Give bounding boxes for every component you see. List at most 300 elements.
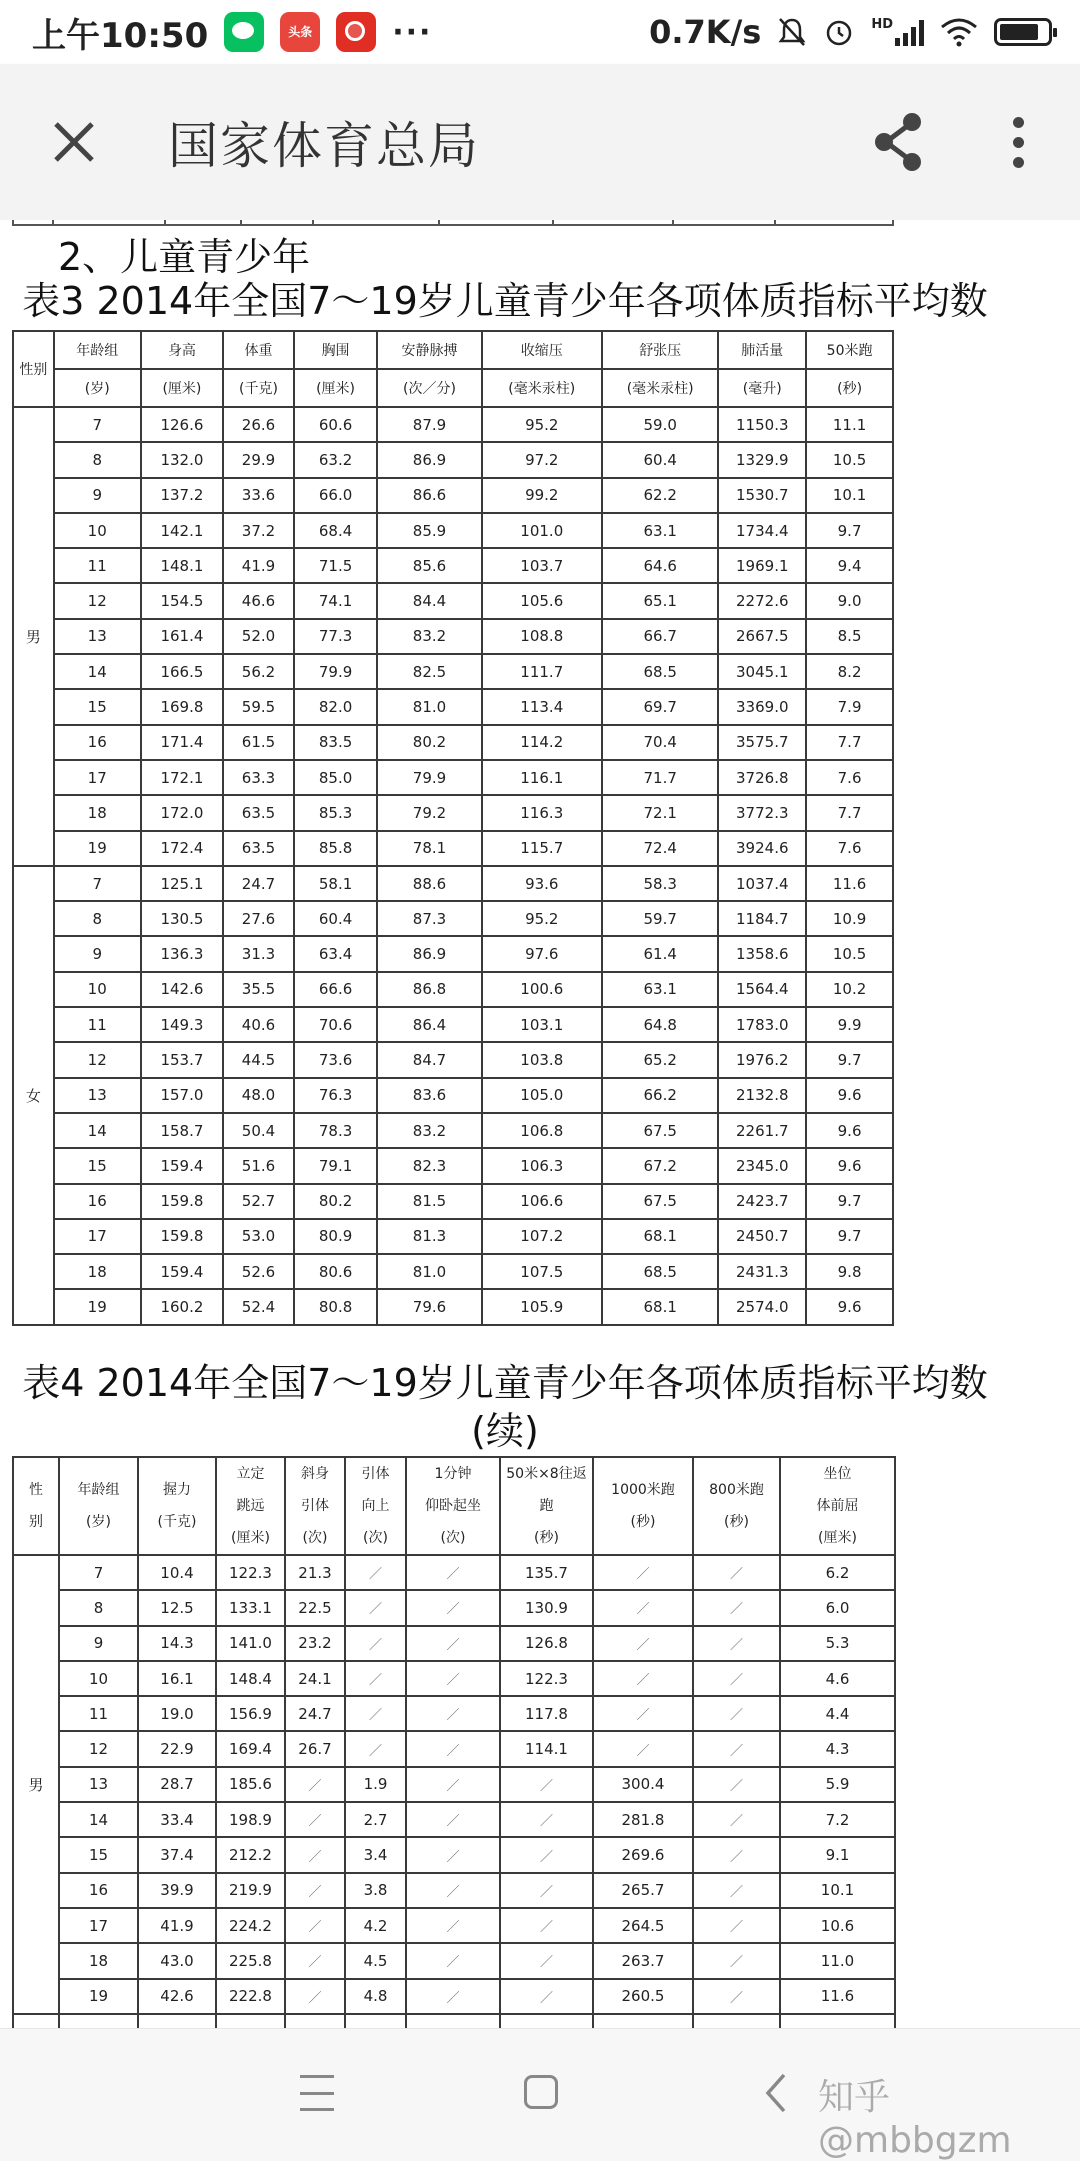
- table-cell: 1976.2: [718, 1042, 806, 1077]
- table-row: [13, 1626, 895, 1661]
- table-cell: 1358.6: [718, 936, 806, 971]
- table-cell: ／: [500, 1802, 593, 1837]
- header-line: 引体: [301, 1498, 329, 1514]
- table-cell: 2345.0: [718, 1148, 806, 1183]
- table-cell: 154.5: [141, 583, 224, 618]
- table3-header-cell: 舒张压: [602, 331, 718, 369]
- table-cell: 79.9: [294, 654, 378, 689]
- table-cell: 52.7: [223, 1184, 293, 1219]
- table-row: [13, 513, 893, 548]
- table-cell: 95.2: [482, 901, 602, 936]
- table-cell: 66.7: [602, 619, 718, 654]
- table-cell: ／: [500, 1837, 593, 1872]
- table-cell: 148.1: [141, 548, 224, 583]
- battery-icon: [994, 18, 1052, 46]
- table-cell: 51.6: [223, 1148, 293, 1183]
- table-cell: ／: [345, 1661, 406, 1696]
- table3-unit-cell: (千克): [223, 369, 293, 407]
- table-cell: 101.0: [482, 513, 602, 548]
- table-cell: ／: [406, 1590, 500, 1625]
- table-cell: 1.9: [345, 1767, 406, 1802]
- signal-icon: [871, 18, 924, 46]
- table-cell: 59.5: [223, 689, 293, 724]
- table-row: [13, 1042, 893, 1077]
- table-row: [13, 1219, 893, 1254]
- table-cell: 117.8: [500, 1696, 593, 1731]
- table-cell: 78.3: [294, 1113, 378, 1148]
- table-cell: 10: [54, 972, 141, 1007]
- table-cell: 159.8: [141, 1184, 224, 1219]
- table-cell: 31.3: [223, 936, 293, 971]
- header-line: (次): [363, 1530, 388, 1546]
- mute-bell-icon: [777, 16, 807, 48]
- menu-line-icon: [300, 2108, 334, 2111]
- table-cell: 27.6: [223, 901, 293, 936]
- table-cell: 153.7: [141, 1042, 224, 1077]
- table-cell: 61.4: [602, 936, 718, 971]
- table-cell: 63.2: [294, 442, 378, 477]
- web-content[interactable]: [0, 220, 1080, 2028]
- table4-header-cell: [138, 1457, 216, 1555]
- header-line: 斜身: [301, 1466, 329, 1482]
- table-cell: 9.6: [806, 1113, 893, 1148]
- table-cell: ／: [693, 1590, 780, 1625]
- table-row: [13, 725, 893, 760]
- table4-title-cont: (续): [471, 1409, 539, 1453]
- table-cell: 26.7: [285, 1731, 345, 1766]
- table-cell: 4.4: [780, 1696, 895, 1731]
- table-cell: 97.6: [482, 936, 602, 971]
- table-cell: 4.2: [345, 1908, 406, 1943]
- table-row: [13, 972, 893, 1007]
- header-line: 1分钟: [434, 1466, 472, 1482]
- table3-unit-cell: (厘米): [141, 369, 224, 407]
- table-cell: ／: [693, 1873, 780, 1908]
- table-cell: 67.5: [602, 1184, 718, 1219]
- table4-header-cell: [13, 1457, 59, 1555]
- home-button[interactable]: [524, 2075, 558, 2109]
- table-cell: 33.4: [138, 1802, 216, 1837]
- table-cell: 122.3: [500, 1661, 593, 1696]
- table-cell: ／: [500, 1873, 593, 1908]
- alarm-icon: [823, 16, 855, 48]
- hd-label: HD: [871, 17, 893, 32]
- table-cell: ／: [693, 1767, 780, 1802]
- gender-cell: 男: [13, 407, 54, 866]
- table-cell: 7.9: [806, 689, 893, 724]
- table-cell: 7: [54, 407, 141, 442]
- table-cell: ／: [285, 1837, 345, 1872]
- table-cell: 11.6: [806, 866, 893, 901]
- header-line: (岁): [86, 1514, 111, 1530]
- table-cell: 9: [54, 936, 141, 971]
- table-row: [13, 866, 893, 901]
- table-row: [13, 1254, 893, 1289]
- table-cell: 86.9: [377, 936, 481, 971]
- table-cell: ／: [285, 1802, 345, 1837]
- table3-header-cell: 收缩压: [482, 331, 602, 369]
- table-cell: 1184.7: [718, 901, 806, 936]
- table-cell: ／: [345, 1731, 406, 1766]
- table-cell: ／: [593, 1661, 693, 1696]
- table-row: [13, 1661, 895, 1696]
- table-cell: ／: [500, 1908, 593, 1943]
- table-cell: 4.3: [780, 1731, 895, 1766]
- table-cell: 64.6: [602, 548, 718, 583]
- table-cell: 114.1: [500, 1731, 593, 1766]
- table-cell: 70.4: [602, 725, 718, 760]
- table-cell: 37.4: [138, 1837, 216, 1872]
- table-cell: 10: [54, 513, 141, 548]
- network-speed: 0.7K/s: [649, 13, 762, 51]
- table-cell: 59.7: [602, 901, 718, 936]
- table-cell: 263.7: [593, 1943, 693, 1978]
- table-cell: ／: [285, 1767, 345, 1802]
- table4-header-cell: [500, 1457, 593, 1555]
- table-cell: [406, 2014, 500, 2028]
- table-cell: 58.3: [602, 866, 718, 901]
- table-cell: [780, 2014, 895, 2028]
- header-line: 年龄组: [77, 1482, 120, 1498]
- table-cell: ／: [500, 1979, 593, 2014]
- more-notifications-icon: ···: [392, 14, 433, 50]
- table-cell: 2431.3: [718, 1254, 806, 1289]
- table-cell: 5.9: [780, 1767, 895, 1802]
- table-cell: 3.4: [345, 1837, 406, 1872]
- back-button[interactable]: [756, 2069, 796, 2117]
- table-cell: 100.6: [482, 972, 602, 1007]
- table-cell: 72.1: [602, 795, 718, 830]
- table-cell: 10.5: [806, 442, 893, 477]
- table-cell: 23.2: [285, 1626, 345, 1661]
- table3-unit-cell: (岁): [54, 369, 141, 407]
- table-cell: 67.5: [602, 1113, 718, 1148]
- table-cell: 73.6: [294, 1042, 378, 1077]
- table-row: [13, 1148, 893, 1183]
- table3-header-cell: 体重: [223, 331, 293, 369]
- table-cell: 60.6: [294, 407, 378, 442]
- table-cell: ／: [406, 1873, 500, 1908]
- table-row: [13, 654, 893, 689]
- more-dot-icon: [1013, 137, 1024, 148]
- table3-unit-cell: (秒): [806, 369, 893, 407]
- table-cell: 85.0: [294, 760, 378, 795]
- table-cell: [216, 2014, 285, 2028]
- table4-header-cell: [406, 1457, 500, 1555]
- table-cell: 130.9: [500, 1590, 593, 1625]
- table-cell: ／: [500, 1767, 593, 1802]
- table-cell: 9: [59, 1626, 138, 1661]
- table-cell: 15: [54, 689, 141, 724]
- table-cell: 116.1: [482, 760, 602, 795]
- table-cell: 97.2: [482, 442, 602, 477]
- table-cell: 2423.7: [718, 1184, 806, 1219]
- table-cell: 107.5: [482, 1254, 602, 1289]
- table-cell: 63.1: [602, 972, 718, 1007]
- table-cell: ／: [693, 1979, 780, 2014]
- table-cell: 13: [54, 619, 141, 654]
- table-cell: 22.9: [138, 1731, 216, 1766]
- table-cell: 58.1: [294, 866, 378, 901]
- table-cell: 68.5: [602, 654, 718, 689]
- table-cell: 87.3: [377, 901, 481, 936]
- table-cell: 19: [59, 1979, 138, 2014]
- table-cell: [693, 2014, 780, 2028]
- table-cell: 85.3: [294, 795, 378, 830]
- table-cell: 7.7: [806, 795, 893, 830]
- header-line: 800米跑: [709, 1482, 764, 1498]
- table-cell: 125.1: [141, 866, 224, 901]
- table-cell: 65.2: [602, 1042, 718, 1077]
- table-cell: ／: [693, 1908, 780, 1943]
- table-cell: 300.4: [593, 1767, 693, 1802]
- table-cell: 63.5: [223, 795, 293, 830]
- table-cell: 11.1: [806, 407, 893, 442]
- table3-body: [13, 331, 893, 1325]
- table-cell: 1783.0: [718, 1007, 806, 1042]
- table-cell: 81.0: [377, 689, 481, 724]
- table-cell: 157.0: [141, 1078, 224, 1113]
- recent-apps-button[interactable]: [300, 2075, 334, 2111]
- table3-title: 表3 2014年全国7～19岁儿童青少年各项体质指标平均数: [22, 279, 988, 323]
- more-dot-icon: [1013, 117, 1024, 128]
- table-cell: 11.0: [780, 1943, 895, 1978]
- table-cell: ／: [406, 1626, 500, 1661]
- table-cell: 137.2: [141, 478, 224, 513]
- table-cell: 81.5: [377, 1184, 481, 1219]
- table-cell: ／: [406, 1696, 500, 1731]
- table-cell: 63.4: [294, 936, 378, 971]
- menu-line-icon: [300, 2075, 334, 2078]
- table-cell: 130.5: [141, 901, 224, 936]
- header-line: (厘米): [231, 1530, 270, 1546]
- table-cell: 62.2: [602, 478, 718, 513]
- table-cell: 10.4: [138, 1555, 216, 1590]
- table-cell: 16: [54, 725, 141, 760]
- more-dot-icon: [1013, 157, 1024, 168]
- table-cell: 78.1: [377, 831, 481, 866]
- table-cell: 281.8: [593, 1802, 693, 1837]
- table-cell: 22.5: [285, 1590, 345, 1625]
- table-cell: 19: [54, 1289, 141, 1324]
- table-cell: 116.3: [482, 795, 602, 830]
- toutiao-icon: 头条: [280, 12, 320, 52]
- table-row: [13, 1007, 893, 1042]
- table-cell: [345, 2014, 406, 2028]
- table-cell: 66.0: [294, 478, 378, 513]
- table-cell: 1150.3: [718, 407, 806, 442]
- table-cell: 132.0: [141, 442, 224, 477]
- table-row: [13, 1979, 895, 2014]
- table-cell: 12: [59, 1731, 138, 1766]
- table-cell: 19.0: [138, 1696, 216, 1731]
- table-cell: 14: [59, 1802, 138, 1837]
- table-cell: 63.3: [223, 760, 293, 795]
- table-cell: 160.2: [141, 1289, 224, 1324]
- table-cell: [13, 2014, 59, 2028]
- table-row: [13, 1908, 895, 1943]
- header-line: 坐位: [823, 1466, 852, 1482]
- table-cell: 14: [54, 654, 141, 689]
- table-cell: ／: [693, 1837, 780, 1872]
- table-cell: ／: [693, 1661, 780, 1696]
- table-cell: 81.0: [377, 1254, 481, 1289]
- table-cell: 68.1: [602, 1219, 718, 1254]
- table-cell: 79.1: [294, 1148, 378, 1183]
- table-cell: 166.5: [141, 654, 224, 689]
- table-cell: 64.8: [602, 1007, 718, 1042]
- table-cell: ／: [593, 1696, 693, 1731]
- table-cell: 43.0: [138, 1943, 216, 1978]
- table-cell: 7.6: [806, 760, 893, 795]
- table-cell: 122.3: [216, 1555, 285, 1590]
- table3-header-cell: 身高: [141, 331, 224, 369]
- table-row: [13, 1837, 895, 1872]
- table-cell: ／: [693, 1802, 780, 1837]
- table-cell: 46.6: [223, 583, 293, 618]
- table-cell: 10.1: [806, 478, 893, 513]
- table-cell: 41.9: [138, 1908, 216, 1943]
- table-cell: 7: [59, 1555, 138, 1590]
- table-cell: 9.6: [806, 1078, 893, 1113]
- table-cell: 37.2: [223, 513, 293, 548]
- table4-header-cell: [693, 1457, 780, 1555]
- table-cell: ／: [406, 1908, 500, 1943]
- table-cell: 142.1: [141, 513, 224, 548]
- table-cell: ／: [693, 1555, 780, 1590]
- table-cell: 56.2: [223, 654, 293, 689]
- table-cell: 10.6: [780, 1908, 895, 1943]
- table-cell: 16: [54, 1184, 141, 1219]
- table-cell: 126.6: [141, 407, 224, 442]
- table-cell: 198.9: [216, 1802, 285, 1837]
- table-cell: 133.1: [216, 1590, 285, 1625]
- table-cell: 11: [59, 1696, 138, 1731]
- table-cell: 149.3: [141, 1007, 224, 1042]
- more-options-button[interactable]: [990, 110, 1046, 174]
- table-cell: 172.0: [141, 795, 224, 830]
- table-cell: 172.4: [141, 831, 224, 866]
- page-title: 国家体育总局: [168, 117, 480, 175]
- table-row: [13, 689, 893, 724]
- table-cell: 103.1: [482, 1007, 602, 1042]
- table-row: [13, 1873, 895, 1908]
- table-cell: 10.5: [806, 936, 893, 971]
- table-cell: 63.1: [602, 513, 718, 548]
- table3-unit-cell: (厘米): [294, 369, 378, 407]
- share-button[interactable]: [868, 110, 932, 174]
- table-cell: 3045.1: [718, 654, 806, 689]
- table-cell: 3924.6: [718, 831, 806, 866]
- table-row: [13, 936, 893, 971]
- section-heading: 2、儿童青少年: [58, 235, 311, 279]
- table-cell: 4.8: [345, 1979, 406, 2014]
- table-cell: 264.5: [593, 1908, 693, 1943]
- table-cell: 83.2: [377, 1113, 481, 1148]
- table-cell: 9.8: [806, 1254, 893, 1289]
- table-cell: 17: [54, 1219, 141, 1254]
- table4-header-cell: [593, 1457, 693, 1555]
- header-line: 体前屈: [816, 1498, 859, 1514]
- table-cell: 80.9: [294, 1219, 378, 1254]
- table-cell: 95.2: [482, 407, 602, 442]
- table-cell: 71.5: [294, 548, 378, 583]
- table-cell: 1734.4: [718, 513, 806, 548]
- table-cell: 1037.4: [718, 866, 806, 901]
- pinduoduo-icon: [336, 12, 376, 52]
- table-cell: 60.4: [294, 901, 378, 936]
- header-line: (次): [302, 1530, 328, 1546]
- table-cell: 2261.7: [718, 1113, 806, 1148]
- back-chevron-icon: [756, 2069, 796, 2117]
- table-cell: 14.3: [138, 1626, 216, 1661]
- table-cell: 1564.4: [718, 972, 806, 1007]
- table-cell: 103.8: [482, 1042, 602, 1077]
- wifi-icon: [940, 17, 978, 47]
- table-cell: 159.4: [141, 1148, 224, 1183]
- table-cell: 68.1: [602, 1289, 718, 1324]
- table-cell: 212.2: [216, 1837, 285, 1872]
- table-cell: 83.2: [377, 619, 481, 654]
- table-cell: 53.0: [223, 1219, 293, 1254]
- table-cell: 9.7: [806, 513, 893, 548]
- table-row: [13, 407, 893, 442]
- table-cell: 6.0: [780, 1590, 895, 1625]
- table4-title: 表4 2014年全国7～19岁儿童青少年各项体质指标平均数: [22, 1361, 988, 1405]
- table-cell: 33.6: [223, 478, 293, 513]
- table-cell: 74.1: [294, 583, 378, 618]
- table-cell: 9.9: [806, 1007, 893, 1042]
- table-cell: [138, 2014, 216, 2028]
- close-button[interactable]: [42, 110, 106, 174]
- header-line: 向上: [361, 1498, 390, 1514]
- gender-cell: 女: [13, 866, 54, 1325]
- menu-line-icon: [300, 2092, 334, 2095]
- table-cell: ／: [693, 1626, 780, 1661]
- table-cell: 16.1: [138, 1661, 216, 1696]
- table-cell: 106.3: [482, 1148, 602, 1183]
- table-cell: 67.2: [602, 1148, 718, 1183]
- table-cell: 9.6: [806, 1289, 893, 1324]
- table-cell: ／: [406, 1802, 500, 1837]
- table-cell: 16: [59, 1873, 138, 1908]
- table-cell: 61.5: [223, 725, 293, 760]
- table-cell: ／: [345, 1555, 406, 1590]
- table-cell: [593, 2014, 693, 2028]
- table-cell: ／: [693, 1731, 780, 1766]
- table-cell: 2574.0: [718, 1289, 806, 1324]
- table-cell: 4.6: [780, 1661, 895, 1696]
- table-row-cutoff: [13, 2014, 895, 2028]
- table-row: [13, 760, 893, 795]
- table-cell: 10.1: [780, 1873, 895, 1908]
- table-cell: 24.7: [223, 866, 293, 901]
- table-cell: 158.7: [141, 1113, 224, 1148]
- table-cell: 87.9: [377, 407, 481, 442]
- table-cell: 52.4: [223, 1289, 293, 1324]
- table-cell: 12: [54, 1042, 141, 1077]
- table-cell: 9.7: [806, 1219, 893, 1254]
- table-cell: 66.2: [602, 1078, 718, 1113]
- table-cell: 269.6: [593, 1837, 693, 1872]
- header-line: (秒): [534, 1530, 559, 1546]
- table3-units-row: [13, 369, 893, 407]
- table-cell: 2.7: [345, 1802, 406, 1837]
- table-cell: 260.5: [593, 1979, 693, 2014]
- app-bar: [0, 64, 1080, 220]
- table-cell: 7.6: [806, 831, 893, 866]
- table-cell: 159.4: [141, 1254, 224, 1289]
